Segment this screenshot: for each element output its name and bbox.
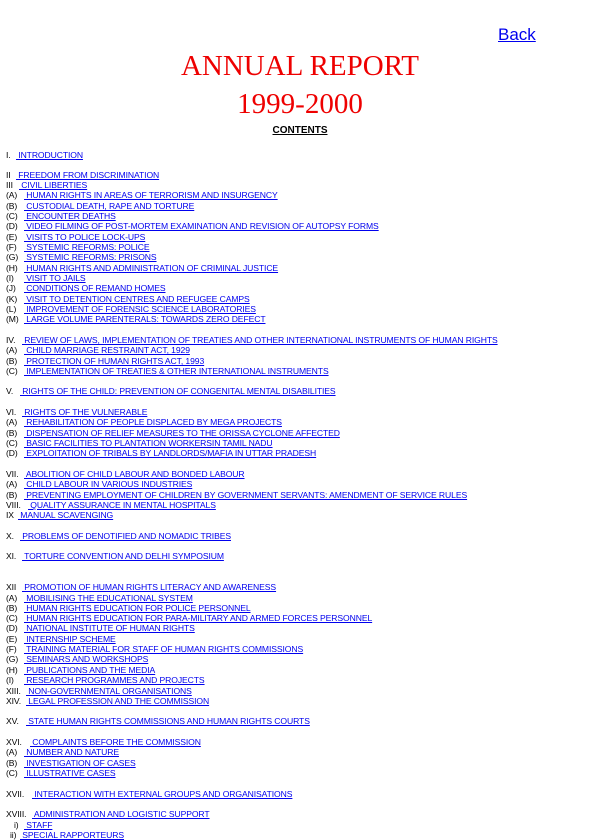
toc-link[interactable]: PUBLICATIONS AND THE MEDIA xyxy=(24,665,156,675)
toc-number: IV. xyxy=(6,335,16,345)
toc-link[interactable]: SYSTEMIC REFORMS: PRISONS xyxy=(24,252,157,262)
toc-link[interactable]: RESEARCH PROGRAMMES AND PROJECTS xyxy=(24,675,205,685)
toc-link[interactable]: DISPENSATION OF RELIEF MEASURES TO THE ORISSA CYCLONE AFFECTED xyxy=(24,428,340,438)
toc-link[interactable]: REVIEW OF LAWS, IMPLEMENTATION OF TREATIES AND OTHER INTERNATIONAL INSTRUMENTS OF HUMAN RIGHTS xyxy=(22,335,498,345)
toc-link[interactable]: CHILD MARRIAGE RESTRAINT ACT, 1929 xyxy=(24,345,190,355)
toc-item xyxy=(6,490,467,500)
toc-number: IX xyxy=(6,510,14,520)
toc-link[interactable]: HUMAN RIGHTS EDUCATION FOR PARA-MILITARY AND ARMED FORCES PERSONNEL xyxy=(24,613,373,623)
toc-number: (K) xyxy=(6,294,18,304)
toc-number: (G) xyxy=(6,654,19,664)
toc-item xyxy=(6,417,282,427)
toc-number: XV. xyxy=(6,716,19,726)
toc-item xyxy=(6,665,155,675)
toc-link[interactable]: NATIONAL INSTITUTE OF HUMAN RIGHTS xyxy=(24,623,195,633)
toc-item xyxy=(6,500,216,510)
toc-item xyxy=(6,190,278,200)
toc-item xyxy=(6,469,245,479)
toc-item xyxy=(6,510,113,520)
toc-number: (D) xyxy=(6,623,18,633)
toc-number: (F) xyxy=(6,644,17,654)
toc-link[interactable]: VISIT TO JAILS xyxy=(24,273,86,283)
toc-item xyxy=(6,623,195,633)
toc-link[interactable]: EXPLOITATION OF TRIBALS BY LANDLORDS/MAFIA IN UTTAR PRADESH xyxy=(24,448,317,458)
toc-number: (D) xyxy=(6,221,18,231)
toc-number: i) xyxy=(14,820,19,830)
toc-item xyxy=(6,314,265,324)
toc-item xyxy=(6,789,292,799)
toc-item xyxy=(6,613,372,623)
toc-number: (A) xyxy=(6,345,18,355)
toc-number: XVII. xyxy=(6,789,25,799)
toc-number: (H) xyxy=(6,263,18,273)
toc-item xyxy=(6,428,340,438)
toc-item xyxy=(6,551,224,561)
toc-link[interactable]: CHILD LABOUR IN VARIOUS INDUSTRIES xyxy=(24,479,193,489)
toc-link[interactable]: COMPLAINTS BEFORE THE COMMISSION xyxy=(30,737,201,747)
toc-link[interactable]: ILLUSTRATIVE CASES xyxy=(24,768,116,778)
toc-number: (D) xyxy=(6,448,18,458)
toc-link[interactable]: RIGHTS OF THE CHILD: PREVENTION OF CONGENITAL MENTAL DISABILITIES xyxy=(20,386,336,396)
toc-number: (C) xyxy=(6,768,18,778)
toc-item xyxy=(6,211,116,221)
toc-item xyxy=(14,820,52,830)
toc-item xyxy=(6,479,192,489)
toc-link[interactable]: QUALITY ASSURANCE IN MENTAL HOSPITALS xyxy=(28,500,216,510)
toc-item xyxy=(6,150,83,160)
toc-item xyxy=(6,201,194,211)
report-year: 1999-2000 xyxy=(237,88,363,120)
toc-link[interactable]: LARGE VOLUME PARENTERALS: TOWARDS ZERO DEFECT xyxy=(24,314,266,324)
toc-link[interactable]: INTERNSHIP SCHEME xyxy=(24,634,116,644)
toc-item xyxy=(6,644,303,654)
toc-link[interactable]: FREEDOM FROM DISCRIMINATION xyxy=(16,170,160,180)
toc-link[interactable]: MANUAL SCAVENGING xyxy=(18,510,114,520)
toc-number: V. xyxy=(6,386,14,396)
toc-link[interactable]: STAFF xyxy=(24,820,53,830)
toc-link[interactable]: MOBILISING THE EDUCATIONAL SYSTEM xyxy=(24,593,193,603)
toc-item xyxy=(6,221,379,231)
toc-item xyxy=(6,675,205,685)
toc-item xyxy=(6,747,119,757)
toc-link[interactable]: TORTURE CONVENTION AND DELHI SYMPOSIUM xyxy=(22,551,224,561)
toc-number: (H) xyxy=(6,665,18,675)
toc-link[interactable]: SEMINARS AND WORKSHOPS xyxy=(24,654,149,664)
toc-link[interactable]: INTRODUCTION xyxy=(16,150,83,160)
contents-heading: CONTENTS xyxy=(272,125,328,136)
toc-link[interactable]: CUSTODIAL DEATH, RAPE AND TORTURE xyxy=(24,201,195,211)
toc-link[interactable]: SPECIAL RAPPORTEURS xyxy=(20,830,125,840)
toc-link[interactable]: CIVIL LIBERTIES xyxy=(19,180,88,190)
toc-link[interactable]: INTERACTION WITH EXTERNAL GROUPS AND ORGANISATIONS xyxy=(32,789,293,799)
toc-item xyxy=(6,448,316,458)
toc-link[interactable]: INVESTIGATION OF CASES xyxy=(24,758,136,768)
toc-number: VIII. xyxy=(6,500,21,510)
toc-link[interactable]: PROTECTION OF HUMAN RIGHTS ACT, 1993 xyxy=(24,356,205,366)
toc-link[interactable]: VISIT TO DETENTION CENTRES AND REFUGEE CAMPS xyxy=(24,294,250,304)
toc-number: (A) xyxy=(6,593,18,603)
toc-number: (L) xyxy=(6,304,17,314)
toc-link[interactable]: ADMINISTRATION AND LOGISTIC SUPPORT xyxy=(32,809,210,819)
toc-link[interactable]: HUMAN RIGHTS AND ADMINISTRATION OF CRIMINAL JUSTICE xyxy=(24,263,279,273)
toc-item xyxy=(6,356,204,366)
toc-link[interactable]: BASIC FACILITIES TO PLANTATION WORKERSIN TAMIL NADU xyxy=(24,438,273,448)
toc-item xyxy=(6,273,86,283)
toc-link[interactable]: CONDITIONS OF REMAND HOMES xyxy=(24,283,166,293)
toc-link[interactable]: REHABILITATION OF PEOPLE DISPLACED BY MEGA PROJECTS xyxy=(24,417,282,427)
toc-number: (A) xyxy=(6,747,18,757)
toc-item xyxy=(6,758,136,768)
toc-number: III xyxy=(6,180,13,190)
toc-number: (A) xyxy=(6,479,18,489)
toc-number: (J) xyxy=(6,283,16,293)
toc-number: (I) xyxy=(6,675,14,685)
toc-number: (C) xyxy=(6,366,18,376)
toc-item xyxy=(6,438,273,448)
toc-item xyxy=(6,180,87,190)
toc-item xyxy=(6,603,251,613)
toc-number: (A) xyxy=(6,417,18,427)
toc-link[interactable]: PREVENTING EMPLOYMENT OF CHILDREN BY GOVERNMENT SERVANTS: AMENDMENT OF SERVICE RULES xyxy=(24,490,468,500)
toc-item xyxy=(6,170,159,180)
toc-link[interactable]: HUMAN RIGHTS IN AREAS OF TERRORISM AND INSURGENCY xyxy=(24,190,278,200)
toc-number: (G) xyxy=(6,252,19,262)
toc-number: (C) xyxy=(6,613,18,623)
toc-number: ii) xyxy=(10,830,17,840)
toc-link[interactable]: PROBLEMS OF DENOTIFIED AND NOMADIC TRIBES xyxy=(20,531,231,541)
toc-number: VI. xyxy=(6,407,17,417)
toc-link[interactable]: IMPLEMENTATION OF TREATIES & OTHER INTERNATIONAL INSTRUMENTS xyxy=(24,366,329,376)
toc-link[interactable]: SYSTEMIC REFORMS: POLICE xyxy=(24,242,150,252)
toc-number: (E) xyxy=(6,232,18,242)
toc-item xyxy=(6,283,166,293)
toc-link[interactable]: ENCOUNTER DEATHS xyxy=(24,211,116,221)
toc-link[interactable]: HUMAN RIGHTS EDUCATION FOR POLICE PERSONNEL xyxy=(24,603,251,613)
toc-number: (I) xyxy=(6,273,14,283)
report-title: ANNUAL REPORT xyxy=(180,50,420,82)
toc-number: I. xyxy=(6,150,11,160)
toc-link[interactable]: TRAINING MATERIAL FOR STAFF OF HUMAN RIGHTS COMMISSIONS xyxy=(24,644,304,654)
toc-link[interactable]: PROMOTION OF HUMAN RIGHTS LITERACY AND AWARENESS xyxy=(22,582,277,592)
toc-number: XIII. xyxy=(6,686,21,696)
toc-item xyxy=(6,686,192,696)
toc-item xyxy=(6,386,336,396)
toc-item xyxy=(6,335,498,345)
toc-item xyxy=(6,263,278,273)
toc-number: (B) xyxy=(6,758,18,768)
toc-item xyxy=(6,654,148,664)
toc-item xyxy=(6,366,329,376)
toc-item xyxy=(6,531,231,541)
toc-number: (E) xyxy=(6,634,18,644)
toc-link[interactable]: NUMBER AND NATURE xyxy=(24,747,119,757)
back-link[interactable]: Back xyxy=(498,25,536,44)
toc-item xyxy=(6,809,210,819)
toc-number: XVI. xyxy=(6,737,22,747)
toc-item xyxy=(6,582,276,592)
toc-link[interactable]: STATE HUMAN RIGHTS COMMISSIONS AND HUMAN RIGHTS COURTS xyxy=(26,716,310,726)
toc-link[interactable]: VIDEO FILMING OF POST-MORTEM EXAMINATION AND REVISION OF AUTOPSY FORMS xyxy=(24,221,379,231)
toc-number: (B) xyxy=(6,603,18,613)
toc-item xyxy=(6,768,116,778)
toc-number: XVIII. xyxy=(6,809,27,819)
toc-item xyxy=(6,345,190,355)
toc-link[interactable]: RIGHTS OF THE VULNERABLE xyxy=(22,407,148,417)
toc-number: VII. xyxy=(6,469,19,479)
toc-number: (C) xyxy=(6,438,18,448)
toc-number: XII xyxy=(6,582,17,592)
toc-link[interactable]: IMPROVEMENT OF FORENSIC SCIENCE LABORATORIES xyxy=(24,304,256,314)
toc-item xyxy=(6,737,201,747)
toc-item xyxy=(6,634,116,644)
toc-number: (F) xyxy=(6,242,17,252)
toc-item xyxy=(6,252,157,262)
toc-number: (B) xyxy=(6,428,18,438)
toc-item xyxy=(6,407,147,417)
toc-item xyxy=(10,830,124,840)
toc-item xyxy=(6,716,310,726)
toc-item xyxy=(6,232,145,242)
toc-item xyxy=(6,242,149,252)
toc-item xyxy=(6,696,209,706)
toc-number: II xyxy=(6,170,11,180)
toc-number: XI. xyxy=(6,551,17,561)
toc-number: (M) xyxy=(6,314,19,324)
toc-item xyxy=(6,593,193,603)
toc-link[interactable]: LEGAL PROFESSION AND THE COMMISSION xyxy=(26,696,210,706)
toc-number: (C) xyxy=(6,211,18,221)
toc-number: XIV. xyxy=(6,696,22,706)
toc-link[interactable]: NON-GOVERNMENTAL ORGANISATIONS xyxy=(26,686,192,696)
toc-number: (B) xyxy=(6,356,18,366)
toc-number: X. xyxy=(6,531,14,541)
toc-number: (B) xyxy=(6,201,18,211)
toc-number: (B) xyxy=(6,490,18,500)
toc-link[interactable]: ABOLITION OF CHILD LABOUR AND BONDED LABOUR xyxy=(24,469,245,479)
toc-item xyxy=(6,294,250,304)
toc-number: (A) xyxy=(6,190,18,200)
toc-item xyxy=(6,304,256,314)
toc-link[interactable]: VISITS TO POLICE LOCK-UPS xyxy=(24,232,146,242)
